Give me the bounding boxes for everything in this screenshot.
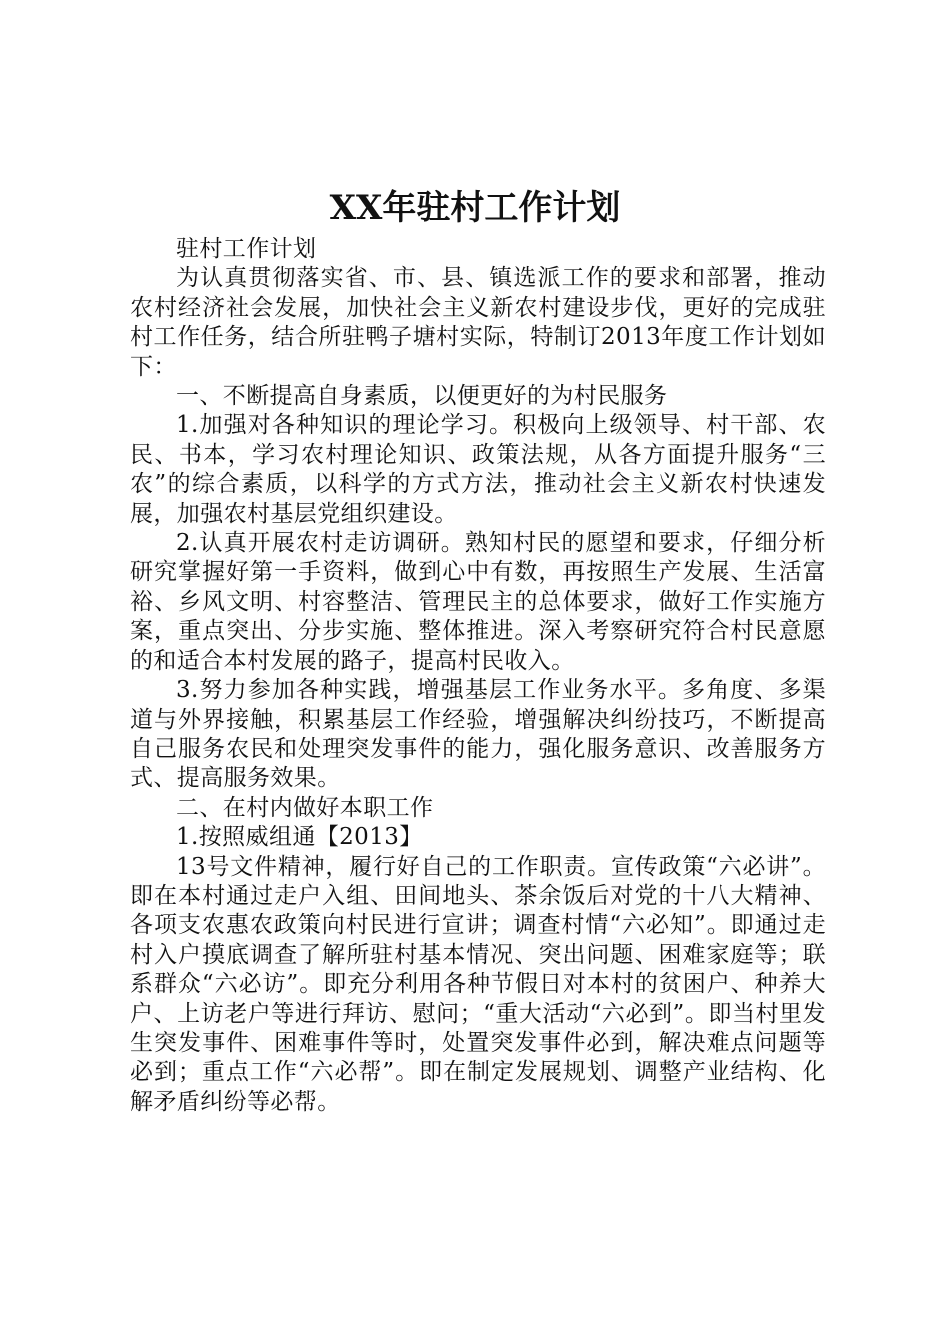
paragraph-subtitle: 驻村工作计划 bbox=[176, 236, 317, 262]
paragraph-item-2-1-body: 13号文件精神，履行好自己的工作职责。宣传政策“六必讲”。即在本村通过走户入组、田间地头、茶余饭后对党的十八大精神、各项支农惠农政策向村民进行宣讲；调查村情“六必知”。即通过走村入户摸底调查了解所驻村基本情况、突出问题、困难家庭等；联系群众“六必访”。即充分利用各种节假日对本村的贫困户、种养大户、上访老户等进行拜访、慰问；“重大活动“六必到”。即当村里发生突发事件、困难事件等时，处置突发事件必到，解决难点问题等必到；重点工作“六必帮”。即在制定发展规划、调整产业结构、化解矛盾纠纷等必帮。 bbox=[130, 853, 826, 1115]
section-heading-1: 一、不断提高自身素质，以便更好的为村民服务 bbox=[176, 383, 668, 410]
paragraph-item-1-3: 3.努力参加各种实践，增强基层工作业务水平。多角度、多渠道与外界接触，积累基层工作经验，增强解决纠纷技巧，不断提高自己服务农民和处理突发事件的能力，强化服务意识、改善服务方式、提高服务效果。 bbox=[130, 677, 826, 792]
document-body bbox=[130, 235, 826, 1117]
section-heading-2: 二、在村内做好本职工作 bbox=[176, 794, 434, 821]
paragraph-item-2-1: 1.按照威组通【2013】 bbox=[176, 824, 423, 851]
paragraph-item-1-1: 1.加强对各种知识的理论学习。积极向上级领导、村干部、农民、书本，学习农村理论知识、政策法规，从各方面提升服务“三农”的综合素质，以科学的方式方法，推动社会主义新农村快速发展，加强农村基层党组织建设。 bbox=[130, 412, 826, 527]
paragraph-item-1-2: 2.认真开展农村走访调研。熟知村民的愿望和要求，仔细分析研究掌握好第一手资料，做到心中有数，再按照生产发展、生活富裕、乡风文明、村容整洁、管理民主的总体要求，做好工作实施方案，重点突出、分步实施、整体推进。深入考察研究符合村民意愿的和适合本村发展的路子，提高村民收入。 bbox=[130, 530, 826, 674]
paragraph-intro: 为认真贯彻落实省、市、县、镇选派工作的要求和部署，推动农村经济社会发展，加快社会主义新农村建设步伐，更好的完成驻村工作任务，结合所驻鸭子塘村实际，特制订2013年度工作计划如下： bbox=[130, 265, 826, 380]
document-title: XX年驻村工作计划 bbox=[329, 188, 621, 228]
